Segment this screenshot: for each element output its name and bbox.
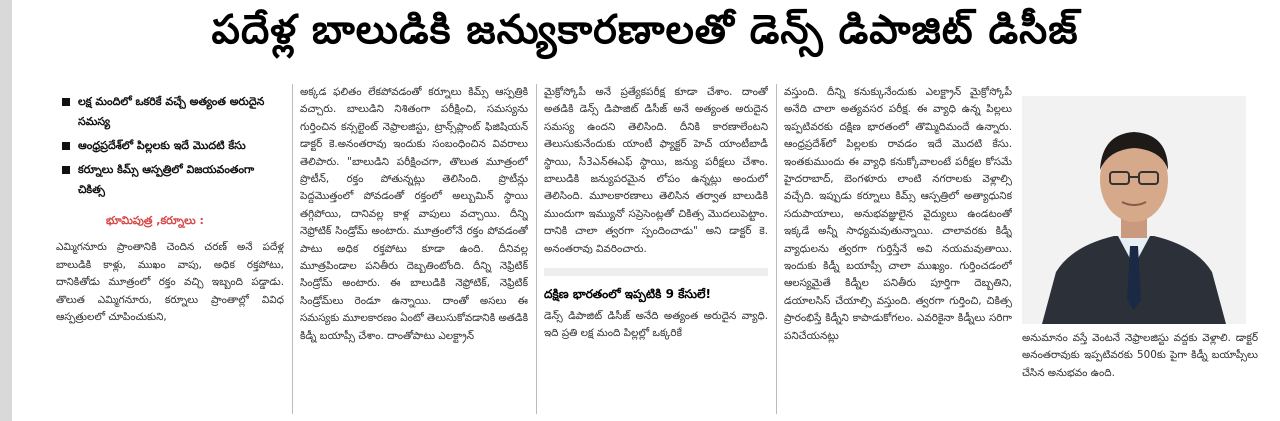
photo-caption: అనుమానం వస్తే వెంటనే నెఫ్రాలజిస్టు వద్దకు వెళ్లాలి. డాక్టర్ అనంతరావుకు ఇప్పటివరకు 500కు పైగా కిడ్నీ బయాప్సీలు చేసిన అనుభవం ఉంది. — [1022, 332, 1258, 379]
bullet-icon — [62, 142, 70, 150]
body-text-col3: మైక్రోస్కోపీ అనే ప్రత్యేకపరీక్ష కూడా చేశాం. దాంతో అతడికి డెన్స్ డిపాజిట్ డిసీజ్ అనే అత్యంత అరుదైన సమస్య ఉందని తెలిసింది. దీనికి కారణాలేంటని తెలుసుకునేందుకు యాంటీ ఫ్యాక్టర్ హెచ్ యాంటీబాడీ స్థాయి, సీ3ఎన్ఈఎఫ్ స్థాయి, జన్యు పరీక్షలు చేశాం. బాలుడికి జన్యుపరమైన లోపం ఉన్నట్లు అందులో తెలిసింది. మూలకారణాలు తెలిసిన తర్వాత బాలుడికి ముందుగా ఇమ్యునో సప్రెసెంట్లతో చికిత్స మొదలుపెట్టాం. దానికి చాలా త్వరగా స్పందించాడు" అని డాక్టర్ కె. అనంతరావు వివరించారు. — [544, 86, 768, 255]
highlight-item: ఆంధ్రప్రదేశ్‌లో పిల్లలకు ఇదే మొదటి కేసు — [56, 136, 284, 156]
column-divider — [776, 84, 777, 414]
bullet-icon — [62, 98, 70, 106]
highlight-item: లక్ష మందిలో ఒకరికే వచ్చే అత్యంత అరుదైన సమస్య — [56, 92, 284, 132]
subheading-band — [544, 268, 768, 276]
column-1 — [56, 84, 284, 414]
highlight-item: కర్నూలు కిమ్స్ ఆస్పత్రిలో విజయవంతంగా చికిత్స — [56, 160, 284, 200]
subheading: దక్షిణ భారతంలో ఇప్పటికి 9 కేసులే! — [544, 287, 711, 302]
column-divider — [536, 84, 537, 414]
portrait-photo — [1022, 96, 1246, 324]
bullet-icon — [62, 166, 70, 174]
dateline: భూమిపుత్ర ,కర్నూలు : — [106, 214, 204, 227]
column-divider — [292, 84, 293, 414]
body-text-col4: వస్తుంది. దీన్ని కనుక్కునేందుకు ఎలక్ట్రాన్ మైక్రోస్కోపీ అనేది చాలా అత్యవసర పరీక్ష. ఈ వ్యాధి ఉన్న పిల్లలు ఇప్పటివరకు దక్షిణ భారతంలో తొమ్మిదిమందే ఉన్నారు. ఆంధ్రప్రదేశ్‌లో పిల్లలకు రావడం ఇదే మొదటి కేసు. ఇంతకుముందు ఈ వ్యాధి కనుక్కోవాలంటే పరీక్షల కోసమే హైదరాబాద్, బెంగళూరు లాంటి నగరాలకు వెళ్లాల్సి వచ్చేది. ఇప్పుడు కర్నూలు కిమ్స్ ఆస్పత్రిలో అత్యాధునిక సదుపాయాలు, అనుభవజ్ఞులైన వైద్యులు ఉండటంతో ఇక్కడే అన్నీ సాధ్యమవుతున్నాయి. చాలావరకు కిడ్నీ వ్యాధులను త్వరగా గుర్తిస్తేనే అవి నయమవుతాయి. ఇందుకు కిడ్నీ బయాప్సీ చాలా ముఖ్యం. గుర్తించడంలో ఆలస్యమైతే కిడ్నీల పనితీరు పూర్తిగా దెబ్బతిని, డయాలసిస్ చేయాల్సి వస్తుంది. త్వరగా గుర్తించి, చికిత్స ప్రారంభిస్తే కిడ్నీని కాపాడుకోగలం. ఎవరికైనా కిడ్నీలు సరిగా పనిచేయనట్లు — [784, 86, 1012, 342]
subheading-text: డెన్స్ డిపాజిట్ డిసీజ్ అనేది అత్యంత అరుదైన వ్యాధి. ఇది ప్రతి లక్ష మంది పిల్లల్లో ఒక్కరికే — [544, 310, 768, 340]
highlights-list — [56, 92, 284, 200]
headline: పదేళ్ల బాలుడికి జన్యుకారణాలతో డెన్స్ డిపాజిట్ డిసీజ్ — [211, 7, 1079, 53]
column-3 — [544, 84, 768, 414]
body-text-col2: అక్కడ ఫలితం లేకపోవడంతో కర్నూలు కిమ్స్ ఆస్పత్రికి వచ్చారు. బాలుడిని నిశితంగా పరీక్షించి, సమస్యను గుర్తించిన కన్సల్టెంట్ నెఫ్రాలజిస్టు, ట్రాన్స్‌ప్లాంట్ ఫిజిషియన్ డాక్టర్ కె.అనంతరావు ఇందుకు సంబంధించిన వివరాలు తెలిపారు. "బాలుడిని పరీక్షించగా, తొలుత మూత్రంలో ప్రొటీన్, రక్తం పోతున్నట్లు తెలిసింది. ప్రొటీన్లు పెద్దమొత్తంలో పోవడంతో రక్తంలో అల్బుమిన్ స్థాయి తగ్గిపోయి, దానివల్ల కాళ్ల వాపులు వచ్చాయి. దీన్ని నెఫ్రోటిక్ సిండ్రోమ్ అంటారు. మూత్రంలోనే రక్తం పోవడంతో పాటు అధిక రక్తపోటు కూడా ఉంది. దీనివల్ల మూత్రపిండాల పనితీరు దెబ్బతింటోంది. దీన్ని నెఫ్రిటిక్ సిండ్రోమ్ అంటారు. ఈ బాలుడికి నెఫ్రోటిక్, నెఫ్రిటిక్ సిండ్రోమ్‌లు రెండూ ఉన్నాయి. దాంతో అసలు ఈ సమస్యకు మూలకారణం ఏంటో తెలుసుకోవడానికి అతడికి కిడ్నీ బయాప్సీ చేశాం. దాంతోపాటు ఎలక్ట్రాన్ — [300, 86, 528, 342]
portrait-illustration — [1022, 96, 1246, 324]
column-4 — [784, 84, 1012, 414]
body-text-col1: ఎమ్మిగనూరు ప్రాంతానికి చెందిన చరణ్ అనే పదేళ్ల బాలుడికి కాళ్లు, ముఖం వాపు, అధిక రక్తపోటు, దానికితోడు మూత్రంలో రక్తం వచ్చి ఇబ్బంది పడ్డాడు. తొలుత ఎమ్మిగనూరు, కర్నూలు ప్రాంతాల్లో వివిధ ఆస్పత్రులలో చూపించుకుని, — [56, 241, 284, 324]
page-edge — [0, 0, 12, 421]
column-2 — [300, 84, 528, 414]
